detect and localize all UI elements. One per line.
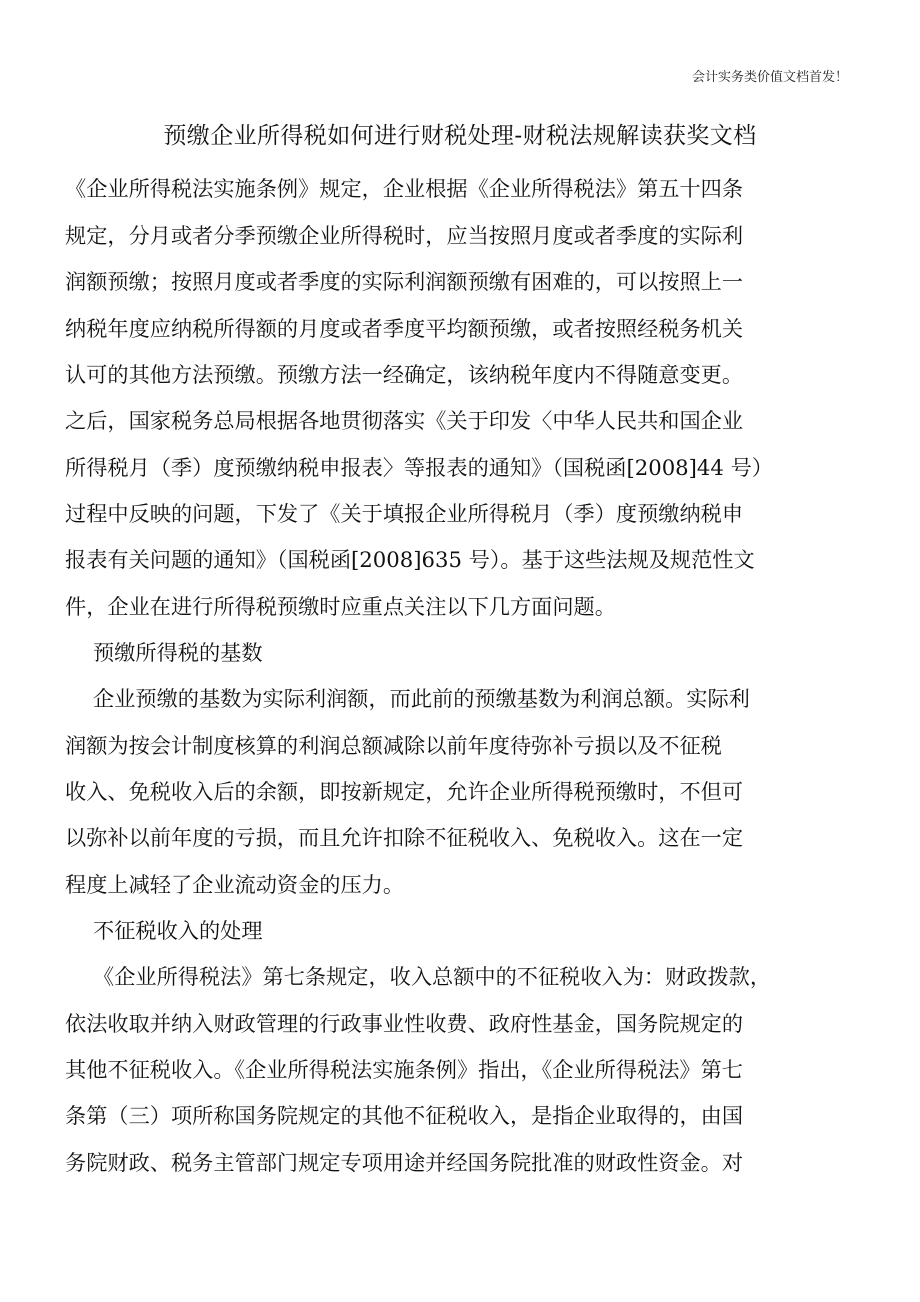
body-line: 其他不征税收入。《企业所得税法实施条例》指出，《企业所得税法》第七 <box>65 1057 743 1082</box>
body-line: 认可的其他方法预缴。预缴方法一经确定，该纳税年度内不得随意变更。 <box>65 362 744 387</box>
body-line: 润额为按会计制度核算的利润总额减除以前年度待弥补亏损以及不征税 <box>65 733 722 758</box>
header-note: 会计实务类价值文档首发！ <box>691 70 848 85</box>
body-line: 所得税月（季）度预缴纳税申报表〉等报表的通知》（国税函[2008]44 号） <box>65 455 773 480</box>
body-line: 规定，分月或者分季预缴企业所得税时，应当按照月度或者季度的实际利 <box>65 223 744 248</box>
section-heading-nontaxable: 不征税收入的处理 <box>93 918 263 943</box>
body-line: 企业预缴的基数为实际利润额，而此前的预缴基数为利润总额。实际利 <box>93 686 750 711</box>
body-line: 润额预缴；按照月度或者季度的实际利润额预缴有困难的，可以按照上一 <box>65 269 744 294</box>
body-line: 程度上减轻了企业流动资金的压力。 <box>65 872 405 897</box>
body-line: 纳税年度应纳税所得额的月度或者季度平均额预缴，或者按照经税务机关 <box>65 316 744 341</box>
body-line: 件，企业在进行所得税预缴时应重点关注以下几方面问题。 <box>65 594 616 619</box>
body-line: 以弥补以前年度的亏损，而且允许扣除不征税收入、免税收入。这在一定 <box>65 825 744 850</box>
body-line: 条第（三）项所称国务院规定的其他不征税收入，是指企业取得的，由国 <box>65 1103 744 1128</box>
section-heading-base: 预缴所得税的基数 <box>93 640 263 665</box>
body-line: 收入、免税收入后的余额，即按新规定，允许企业所得税预缴时，不但可 <box>65 779 744 804</box>
body-line: 之后，国家税务总局根据各地贯彻落实《关于印发〈中华人民共和国企业 <box>65 408 744 433</box>
body-line: 《企业所得税法》第七条规定，收入总额中的不征税收入为：财政拨款， <box>93 964 772 989</box>
body-line: 过程中反映的问题，下发了《关于填报企业所得税月（季）度预缴纳税申 <box>65 501 744 526</box>
body-line: 报表有关问题的通知》（国税函[2008]635 号）。基于这些法规及规范性文 <box>65 547 755 572</box>
body-line: 务院财政、税务主管部门规定专项用途并经国务院批准的财政性资金。对 <box>65 1150 744 1175</box>
document-title: 预缴企业所得税如何进行财税处理-财税法规解读获奖文档 <box>163 123 757 149</box>
body-line: 依法收取并纳入财政管理的行政事业性收费、政府性基金，国务院规定的 <box>65 1011 744 1036</box>
body-line: 《企业所得税法实施条例》规定，企业根据《企业所得税法》第五十四条 <box>65 176 744 201</box>
